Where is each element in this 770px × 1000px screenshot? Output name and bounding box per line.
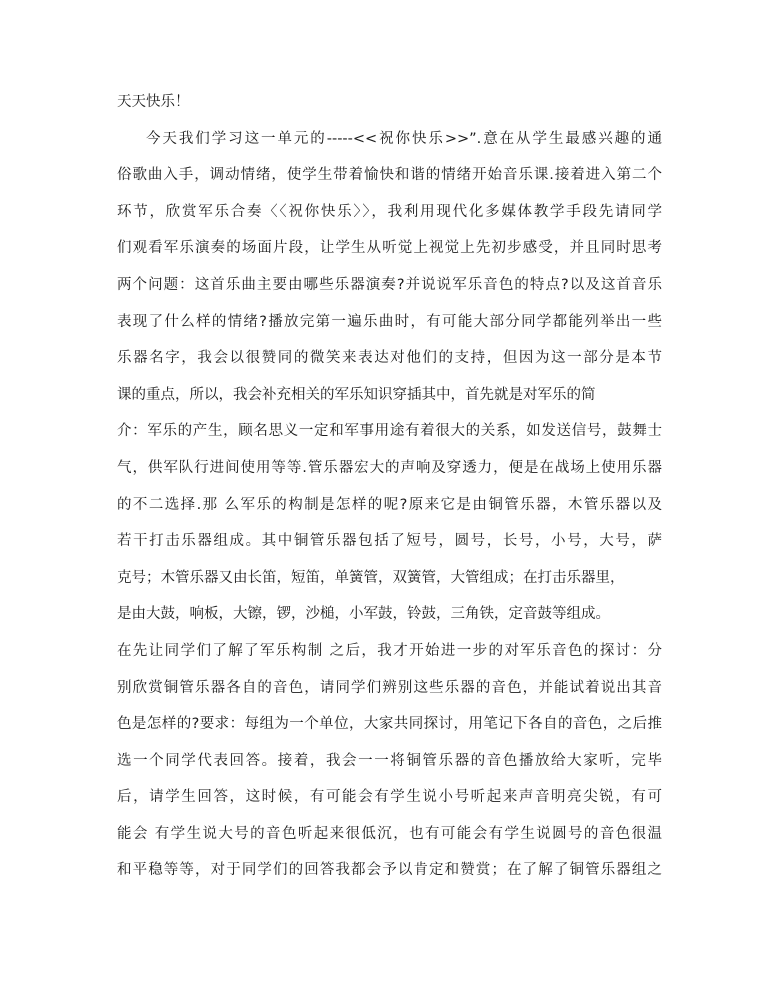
text-line: 乐器名字，我会以很赞同的微笑来表达对他们的支持，但因为这一部分是本节 <box>117 350 662 367</box>
text-line: 和平稳等等，对于同学们的回答我都会予以肯定和赞赏；在了解了铜管乐器组之 <box>117 862 662 879</box>
text-line: 今天我们学习这一单元的-----<<祝你快乐>>”.意在从学生最感兴趣的通 <box>146 130 662 147</box>
text-line: 选一个同学代表回答。接着，我会一一将铜管乐器的音色播放给大家听，完毕 <box>117 752 662 769</box>
text-line: 两个问题：这首乐曲主要由哪些乐器演奏?并说说军乐音色的特点?以及这首音乐 <box>117 276 662 293</box>
text-line: 别欣赏铜管乐器各自的音色，请同学们辨别这些乐器的音色，并能试着说出其音 <box>117 679 662 696</box>
text-line: 在先让同学们了解了军乐构制 之后，我才开始进一步的对军乐音色的探讨：分 <box>117 642 662 659</box>
text-line: 若干打击乐器组成。其中铜管乐器包括了短号，圆号，长号，小号，大号，萨 <box>117 533 662 550</box>
text-line: 是由大鼓，响板，大镲，锣，沙槌，小军鼓，铃鼓，三角铁，定音鼓等组成。 <box>117 606 610 623</box>
text-line: 们观看军乐演奏的场面片段，让学生从听觉上视觉上先初步感受，并且同时思考 <box>117 240 662 257</box>
document-body <box>117 89 662 894</box>
text-line: 能会 有学生说大号的音色听起来很低沉，也有可能会有学生说圆号的音色很温 <box>117 825 662 842</box>
text-line: 后，请学生回答，这时候，有可能会有学生说小号听起来声音明亮尖锐，有可 <box>117 789 662 806</box>
text-line: 课的重点，所以，我会补充相关的军乐知识穿插其中，首先就是对军乐的简 <box>117 386 596 403</box>
text-line: 天天快乐！ <box>117 94 190 110</box>
text-line: 环节，欣赏军乐合奏〈〈祝你快乐〉〉，我利用现代化多媒体教学手段先请同学 <box>117 203 662 220</box>
text-line: 气，供军队行进间使用等等.管乐器宏大的声响及穿透力，便是在战场上使用乐器 <box>117 459 662 476</box>
text-line: 的不二选择.那 么军乐的构制是怎样的呢?原来它是由铜管乐器，木管乐器以及 <box>117 496 662 513</box>
text-line: 色是怎样的?要求：每组为一个单位，大家共同探讨，用笔记下各自的音色，之后推 <box>117 716 662 733</box>
text-line: 俗歌曲入手，调动情绪，使学生带着愉快和谐的情绪开始音乐课.接着进入第二个 <box>117 167 662 184</box>
text-line: 表现了什么样的情绪?播放完第一遍乐曲时，有可能大部分同学都能列举出一些 <box>117 313 662 330</box>
text-line: 介：军乐的产生，顾名思义一定和军事用途有着很大的关系，如发送信号，鼓舞士 <box>117 423 662 440</box>
text-line: 克号；木管乐器又由长笛，短笛，单簧管，双簧管，大管组成；在打击乐器里， <box>117 569 625 586</box>
